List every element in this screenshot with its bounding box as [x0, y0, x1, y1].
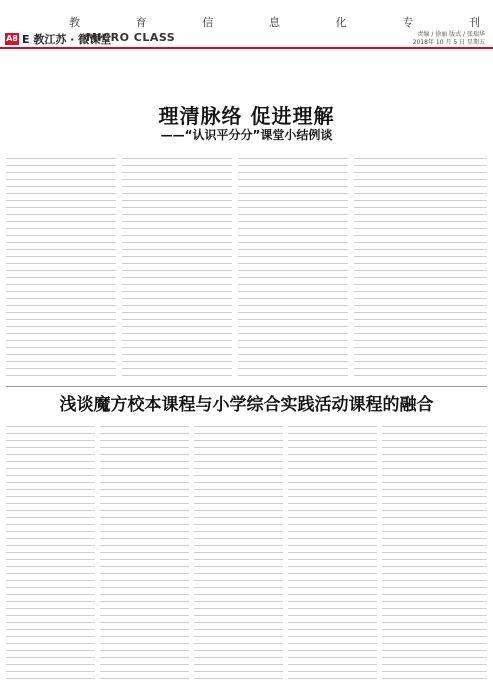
header-banner [0, 0, 493, 48]
column-name: E 教江苏 · 微课堂 [22, 33, 112, 46]
article1-column [6, 158, 116, 380]
article2-column [194, 426, 283, 684]
banner-char: 化 [335, 16, 348, 29]
article1-column [122, 158, 232, 380]
issue-meta [413, 31, 485, 47]
page-tag: A8 [6, 34, 18, 43]
article1-column [354, 158, 487, 380]
banner-char: 教 [69, 16, 81, 29]
article2-column [100, 426, 189, 684]
banner-char: 息 [268, 16, 281, 29]
date-line: 2018年 10 月 5 日 星期五 [412, 39, 485, 46]
banner-char: 专 [402, 16, 415, 29]
banner-char: 刊 [468, 16, 481, 29]
banner-title [60, 14, 490, 30]
article1-column [238, 158, 348, 380]
article1-subtitle: ——“认识平分分”课堂小结例谈 [160, 128, 333, 142]
header-rule [0, 47, 493, 49]
article-divider [6, 386, 487, 387]
article2-title: 浅谈魔方校本课程与小学综合实践活动课程的融合 [59, 395, 434, 415]
article2-column [288, 426, 377, 684]
article2-column [382, 426, 487, 684]
editor-line: 责编 / 徐丽 版式 / 张瑞华 [417, 31, 485, 38]
column-subtitle: MICRO CLASS [86, 31, 176, 44]
article2-column [6, 426, 95, 684]
article1-title: 理清脉络 促进理解 [158, 104, 335, 128]
banner-char: 信 [202, 16, 215, 29]
banner-char: 育 [135, 16, 148, 29]
